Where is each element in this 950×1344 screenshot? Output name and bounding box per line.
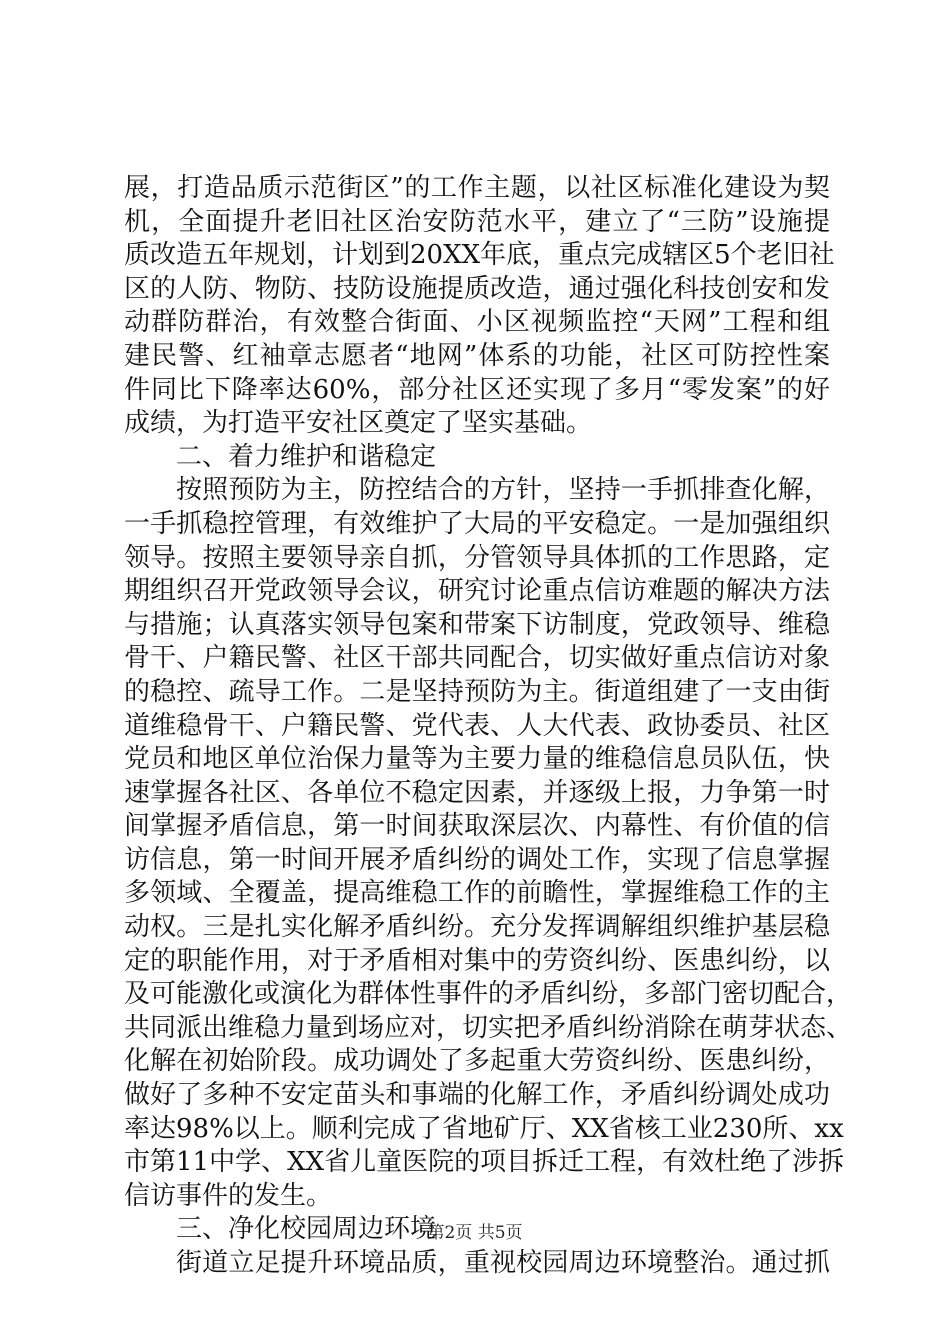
text-line: 党员和地区单位治保力量等为主要力量的维稳信息员队伍，快 — [124, 744, 830, 775]
text-line: 市第11中学、XX省儿童医院的项目拆迁工程，有效杜绝了涉拆 — [124, 1147, 845, 1178]
text-line: 按照预防为主，防控结合的方针，坚持一手抓排查化解， — [176, 475, 830, 506]
text-line: 成绩，为打造平安社区奠定了坚实基础。 — [124, 408, 593, 439]
text-line: 建民警、红袖章志愿者“地网”体系的功能，社区可防控性案 — [124, 340, 830, 371]
text-line: 街道立足提升环境品质，重视校园周边环境整治。通过抓 — [176, 1248, 830, 1278]
text-line: 道维稳骨干、户籍民警、党代表、人大代表、政协委员、社区 — [124, 710, 830, 741]
text-line: 间掌握矛盾信息，第一时间获取深层次、内幕性、有价值的信 — [124, 811, 830, 842]
text-line: 访信息，第一时间开展矛盾纠纷的调处工作，实现了信息掌握 — [124, 844, 830, 875]
text-line: 的稳控、疏导工作。二是坚持预防为主。街道组建了一支由街 — [124, 676, 830, 707]
page-footer: 第2页 共5页 — [427, 1223, 523, 1243]
text-line: 信访事件的发生。 — [124, 1180, 333, 1211]
text-line: 区的人防、物防、技防设施提质改造，通过强化科技创安和发 — [124, 273, 830, 304]
text-line: 与措施；认真落实领导包案和带案下访制度，党政领导、维稳 — [124, 609, 830, 640]
text-line: 一手抓稳控管理，有效维护了大局的平安稳定。一是加强组织 — [124, 508, 830, 539]
text-line: 动权。三是扎实化解矛盾纠纷。充分发挥调解组织维护基层稳 — [124, 912, 830, 943]
section-heading: 二、着力维护和谐稳定 — [176, 441, 437, 472]
text-line: 展，打造品质示范街区”的工作主题，以社区标准化建设为契 — [124, 173, 830, 203]
text-line: 化解在初始阶段。成功调处了多起重大劳资纠纷、医患纠纷， — [124, 1046, 830, 1077]
text-line: 定的职能作用，对于矛盾相对集中的劳资纠纷、医患纠纷，以 — [124, 945, 830, 976]
text-line: 期组织召开党政领导会议，研究讨论重点信访难题的解决方法 — [124, 576, 830, 607]
text-line: 件同比下降率达60%，部分社区还实现了多月“零发案”的好 — [124, 374, 830, 405]
text-line: 质改造五年规划，计划到20XX年底，重点完成辖区5个老旧社 — [124, 240, 835, 271]
text-line: 速掌握各社区、各单位不稳定因素，并逐级上报，力争第一时 — [124, 777, 830, 808]
text-line: 率达98%以上。顺利完成了省地矿厅、XX省核工业230所、xx — [124, 1113, 844, 1144]
text-line: 共同派出维稳力量到场应对，切实把矛盾纠纷消除在萌芽状态、 — [124, 1012, 853, 1043]
text-line: 及可能激化或演化为群体性事件的矛盾纠纷，多部门密切配合， — [124, 979, 853, 1010]
text-line: 机，全面提升老旧社区治安防范水平，建立了“三防”设施提 — [124, 206, 830, 237]
text-line: 做好了多种不安定苗头和事端的化解工作，矛盾纠纷调处成功 — [124, 1080, 830, 1111]
document-body — [124, 172, 853, 1281]
text-line: 多领域、全覆盖，提高维稳工作的前瞻性，掌握维稳工作的主 — [124, 878, 830, 909]
text-line: 骨干、户籍民警、社区干部共同配合，切实做好重点信访对象 — [124, 643, 830, 674]
text-line: 动群防群治，有效整合街面、小区视频监控“天网”工程和组 — [124, 307, 830, 338]
section-heading: 三、净化校园周边环境 — [176, 1214, 437, 1245]
text-line: 领导。按照主要领导亲自抓，分管领导具体抓的工作思路，定 — [124, 542, 830, 573]
